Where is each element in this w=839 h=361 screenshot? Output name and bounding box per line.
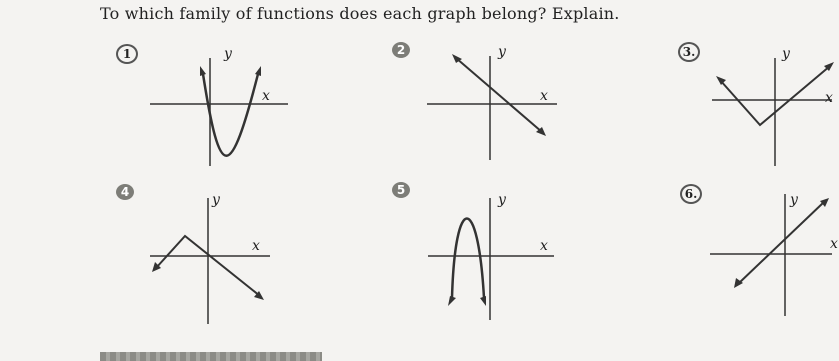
graph-number-badge: 5: [392, 182, 410, 198]
x-axis-label: x: [252, 238, 260, 254]
y-axis-label: y: [212, 192, 220, 208]
graph-5: [392, 180, 572, 330]
graph-6: [672, 180, 839, 330]
y-axis-label: y: [782, 46, 790, 62]
graph-number-badge: 3.: [678, 42, 700, 62]
graph-number-badge: 1: [116, 44, 138, 64]
graph-number-badge: 2: [392, 42, 410, 58]
x-axis-label: x: [540, 88, 548, 104]
graph-number-badge: 6.: [680, 184, 702, 204]
graph-2-plot: [392, 38, 572, 188]
graph-1-plot: [110, 38, 290, 188]
y-axis-label: y: [498, 44, 506, 60]
x-axis-label: x: [262, 88, 270, 104]
graph-2: [392, 38, 572, 188]
y-axis-label: y: [224, 46, 232, 62]
x-axis-label: x: [825, 90, 833, 106]
graph-3: [672, 38, 839, 188]
bottom-heading-strip: [100, 352, 322, 361]
x-axis-label: x: [830, 236, 838, 252]
graph-4: [110, 180, 290, 330]
y-axis-label: y: [790, 192, 798, 208]
graph-3-plot: [672, 38, 839, 188]
question-text: To which family of functions does each graph belong? Explain.: [100, 4, 620, 23]
graph-5-plot: [392, 180, 572, 330]
graph-6-plot: [672, 180, 839, 330]
x-axis-label: x: [540, 238, 548, 254]
graph-1: [110, 38, 290, 188]
graph-4-plot: [110, 180, 290, 330]
y-axis-label: y: [498, 192, 506, 208]
graph-number-badge: 4: [116, 184, 134, 200]
